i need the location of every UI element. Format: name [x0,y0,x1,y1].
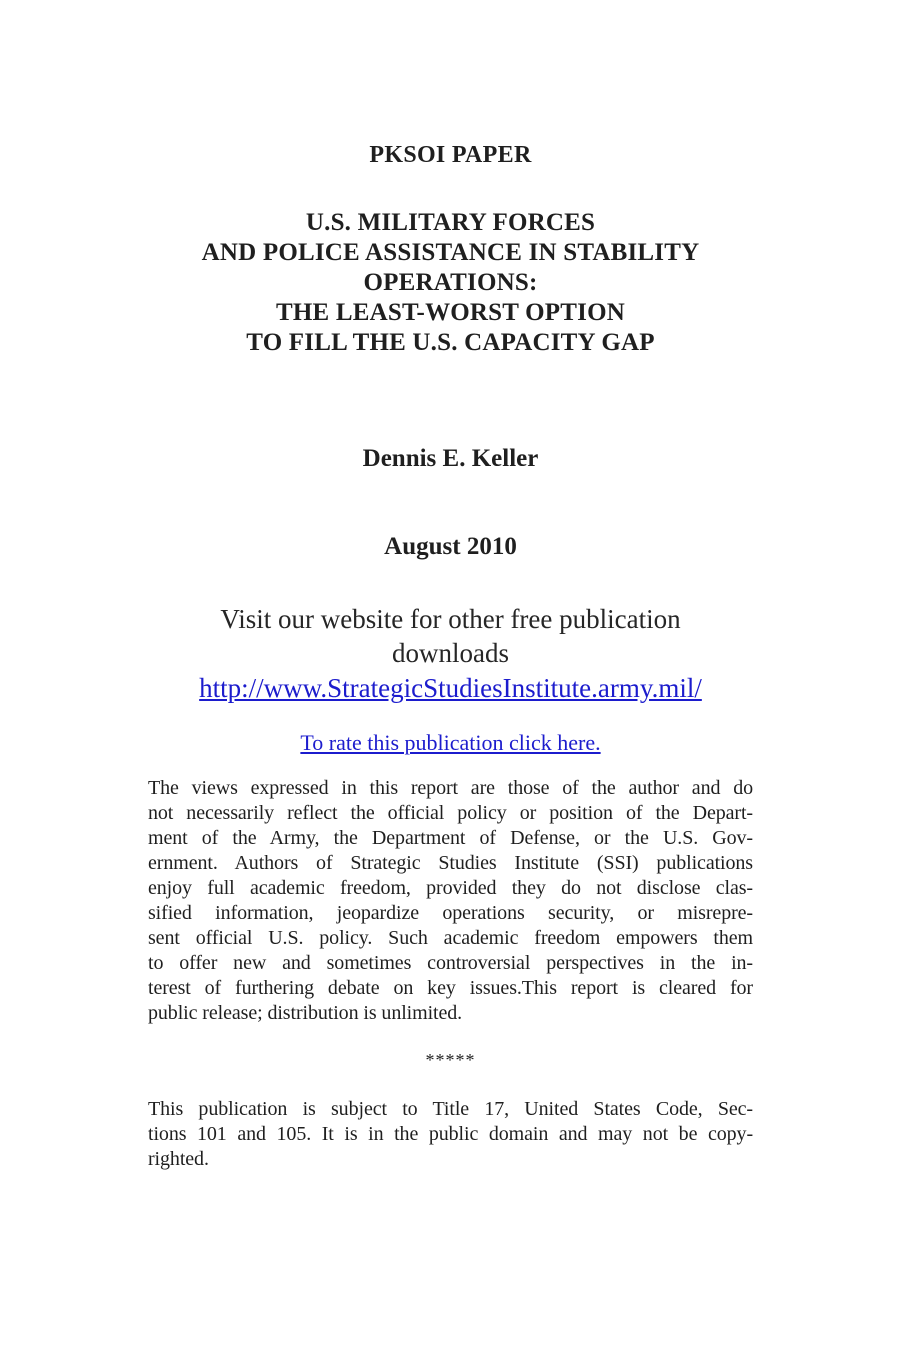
disclaimer-paragraph [148,776,753,1026]
text-line: righted. [148,1148,209,1170]
series-title: PKSOI PAPER [369,142,532,168]
text-line: TO FILL THE U.S. CAPACITY GAP [246,329,655,356]
text-line: enjoy full academic freedom, provided they do not disclose clas- [148,877,753,899]
text-line: downloads [392,638,509,668]
text-line: to offer new and sometimes controversial perspectives in the in- [148,952,753,974]
text-line: ernment. Authors of Strategic Studies Institute (SSI) publications [148,852,753,874]
website-link[interactable]: http://www.StrategicStudiesInstitute.army.mil/ [199,673,702,703]
text-line: terest of furthering debate on key issues.This report is cleared for [148,977,753,999]
text-line: This publication is subject to Title 17, United States Code, Sec- [148,1098,753,1120]
text-line: AND POLICE ASSISTANCE IN STABILITY [201,239,700,266]
text-line: sified information, jeopardize operations security, or misrepre- [148,902,753,924]
text-line: tions 101 and 105. It is in the public domain and may not be copy- [148,1123,753,1145]
text-line: THE LEAST-WORST OPTION [276,299,625,326]
text-line: U.S. MILITARY FORCES [305,209,596,236]
text-line: sent official U.S. policy. Such academic freedom empowers them [148,927,753,949]
copyright-paragraph [148,1097,753,1172]
publication-date: August 2010 [384,533,517,560]
website-promo-text [148,602,753,670]
text-line: Visit our website for other free publication [220,604,681,634]
text-line: public release; distribution is unlimited. [148,1002,463,1024]
text-line: The views expressed in this report are those of the author and do [148,777,753,799]
text-line: OPERATIONS: [363,269,538,296]
text-line: ment of the Army, the Department of Defense, or the U.S. Gov- [148,827,753,849]
rate-publication-link[interactable]: To rate this publication click here. [300,730,601,755]
document-title [148,208,753,358]
text-line: not necessarily reflect the official policy or position of the Depart- [148,802,753,824]
author-name: Dennis E. Keller [362,445,539,472]
asterisk-separator: ***** [425,1050,476,1070]
